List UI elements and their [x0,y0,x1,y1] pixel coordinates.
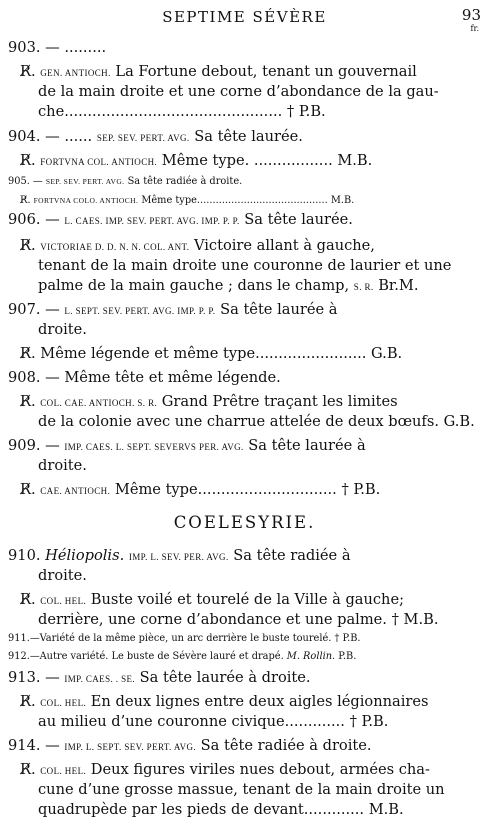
text-line [20,392,398,413]
page-header [0,6,489,33]
text-line [20,236,375,257]
text-line [38,102,326,122]
line-text: 913. — [8,669,65,686]
legend-text: GEN. ANTIOCH. [40,68,111,78]
text-line [8,546,351,567]
text-line [38,276,419,297]
line-text: 912.—Autre variété. Le buste de Sévère lauré et drapé. [8,651,287,662]
line-text: R̸. [20,481,41,498]
line-text: Sa tête laurée à droite. [135,669,311,686]
italic-text: Héliopolis. [45,547,125,564]
line-text: Br.M. [373,277,419,294]
line-text: tenant de la main droite une couronne de laurier et une [38,257,452,274]
line-text: R̸. [20,63,41,80]
line-text: Sa tête laurée. [239,211,353,228]
text-line [8,38,106,58]
text-line [8,668,311,689]
legend-text: COL. CAE. ANTIOCH. S. R. [40,398,158,408]
text-line [8,175,242,189]
text-line [20,692,428,713]
line-text: Même type.............................. † P.B. [110,481,381,498]
text-line [38,566,87,586]
page-tag: fr. [470,24,479,33]
text-line [8,127,303,148]
line-text: R̸. [20,237,41,254]
legend-text: FORTVNA COLO. ANTIOCH. [33,196,139,205]
text-line [20,480,380,501]
line-text: 910. [8,547,46,564]
legend-text: IMP. CAES. . SE. [64,674,136,684]
text-line [38,82,439,102]
line-text: 904. — ...... [8,128,97,145]
text-line [38,412,475,432]
line-text: droite. [38,457,87,474]
line-text: Sa tête laurée à [243,437,366,454]
line-text: 907. — [8,301,65,318]
line-text: droite. [38,567,87,584]
legend-text: COL. HEL. [40,596,87,606]
legend-text: IMP. CAES. L. SEPT. SEVERVS PER. AVG. [64,442,244,452]
line-text: quadrupède par les pieds de devant............. M.B. [38,801,404,818]
legend-text: COL. HEL. [40,698,87,708]
text-line [8,632,361,646]
line-text: 914. — [8,737,65,754]
text-line [20,151,372,172]
legend-text: SEP. SEV. PERT. AVG. [96,133,190,143]
legend-text: COL. HEL. [40,766,87,776]
line-text: Grand Prêtre traçant les limites [157,393,398,410]
line-text: P.B. [335,651,357,662]
text-line [20,194,354,208]
legend-text: SEP. SEV. PERT. AVG. [45,177,125,186]
section-heading: COELESYRIE. [173,513,316,532]
line-text: La Fortune debout, tenant un gouvernail [110,63,417,80]
line-text: au milieu d’une couronne civique............. † P.B. [38,713,389,730]
line-text: 909. — [8,437,65,454]
legend-text: IMP. L. SEV. PER. AVG. [128,552,229,562]
text-line [20,760,430,781]
text-line [38,610,438,630]
text-line [8,736,372,757]
line-text: 903. — ......... [8,39,107,56]
text-line [8,300,337,321]
italic-text: M. Rollin. [286,651,336,662]
line-text: derrière, une corne d’abondance et une palme. † M.B. [38,611,439,628]
line-text: R̸. [20,152,41,169]
line-text: 908. — Même tête et même légende. [8,369,281,386]
line-text: Sa tête radiée à droite. [124,176,243,187]
line-text: Victoire allant à gauche, [189,237,375,254]
text-line [38,256,451,276]
line-text: de la main droite et une corne d’abondance de la gau- [38,83,439,100]
line-text: En deux lignes entre deux aigles légionnaires [86,693,429,710]
legend-text: L. SEPT. SEV. PERT. AVG. IMP. P. P. [64,306,216,316]
line-text: R̸. [20,393,41,410]
line-text: Buste voilé et tourelé de la Ville à gauche; [86,591,405,608]
line-text: R̸. [20,591,41,608]
line-text: Sa tête laurée à [215,301,338,318]
line-text: Même type.......................................... M.B. [138,195,355,206]
line-text: R̸. Même légende et même type........................ G.B. [20,345,403,362]
legend-text: L. CAES. IMP. SEV. PERT. AVG. IMP. P. P. [64,216,240,226]
line-text: droite. [38,321,87,338]
text-line [8,210,353,231]
legend-text: CAE. ANTIOCH. [40,486,111,496]
line-text: R̸. [20,693,41,710]
text-line [8,650,356,664]
line-text: 911.—Variété de la même pièce, un arc derrière le buste tourelé. † P.B. [8,633,361,644]
text-line [38,320,87,340]
line-text: palme de la main gauche ; dans le champ, [38,277,354,294]
line-text: 905. — [8,176,46,187]
line-text: Sa tête laurée. [189,128,303,145]
line-text: che............................................... † P.B. [38,103,326,120]
running-title: SEPTIME SÉVÈRE [162,8,327,26]
text-line [38,712,388,732]
line-text: de la colonie avec une charrue attelée de deux bœufs. G.B. [38,413,475,430]
text-line [8,436,366,457]
legend-text: VICTORIAE D. D. N. N. COL. ANT. [40,242,190,252]
text-line [38,780,445,800]
line-text: 906. — [8,211,65,228]
text-line [20,344,402,364]
line-text: Sa tête radiée à [228,547,351,564]
line-text: Deux figures viriles nues debout, armées cha- [86,761,430,778]
page-number: 93 [461,6,481,24]
legend-text: FORTVNA COL. ANTIOCH. [40,157,158,167]
line-text: Même type. ................. M.B. [157,152,373,169]
text-line [38,800,404,820]
text-line [20,590,404,611]
text-line [20,62,417,83]
line-text: R̸. [20,761,41,778]
line-text: Sa tête radiée à droite. [196,737,372,754]
line-text: R̸. [20,195,34,206]
legend-text: IMP. L. SEPT. SEV. PERT. AVG. [64,742,197,752]
legend-text: S. R. [353,282,374,292]
line-text: cune d’une grosse massue, tenant de la main droite un [38,781,445,798]
text-line [8,368,281,388]
text-line [38,456,87,476]
